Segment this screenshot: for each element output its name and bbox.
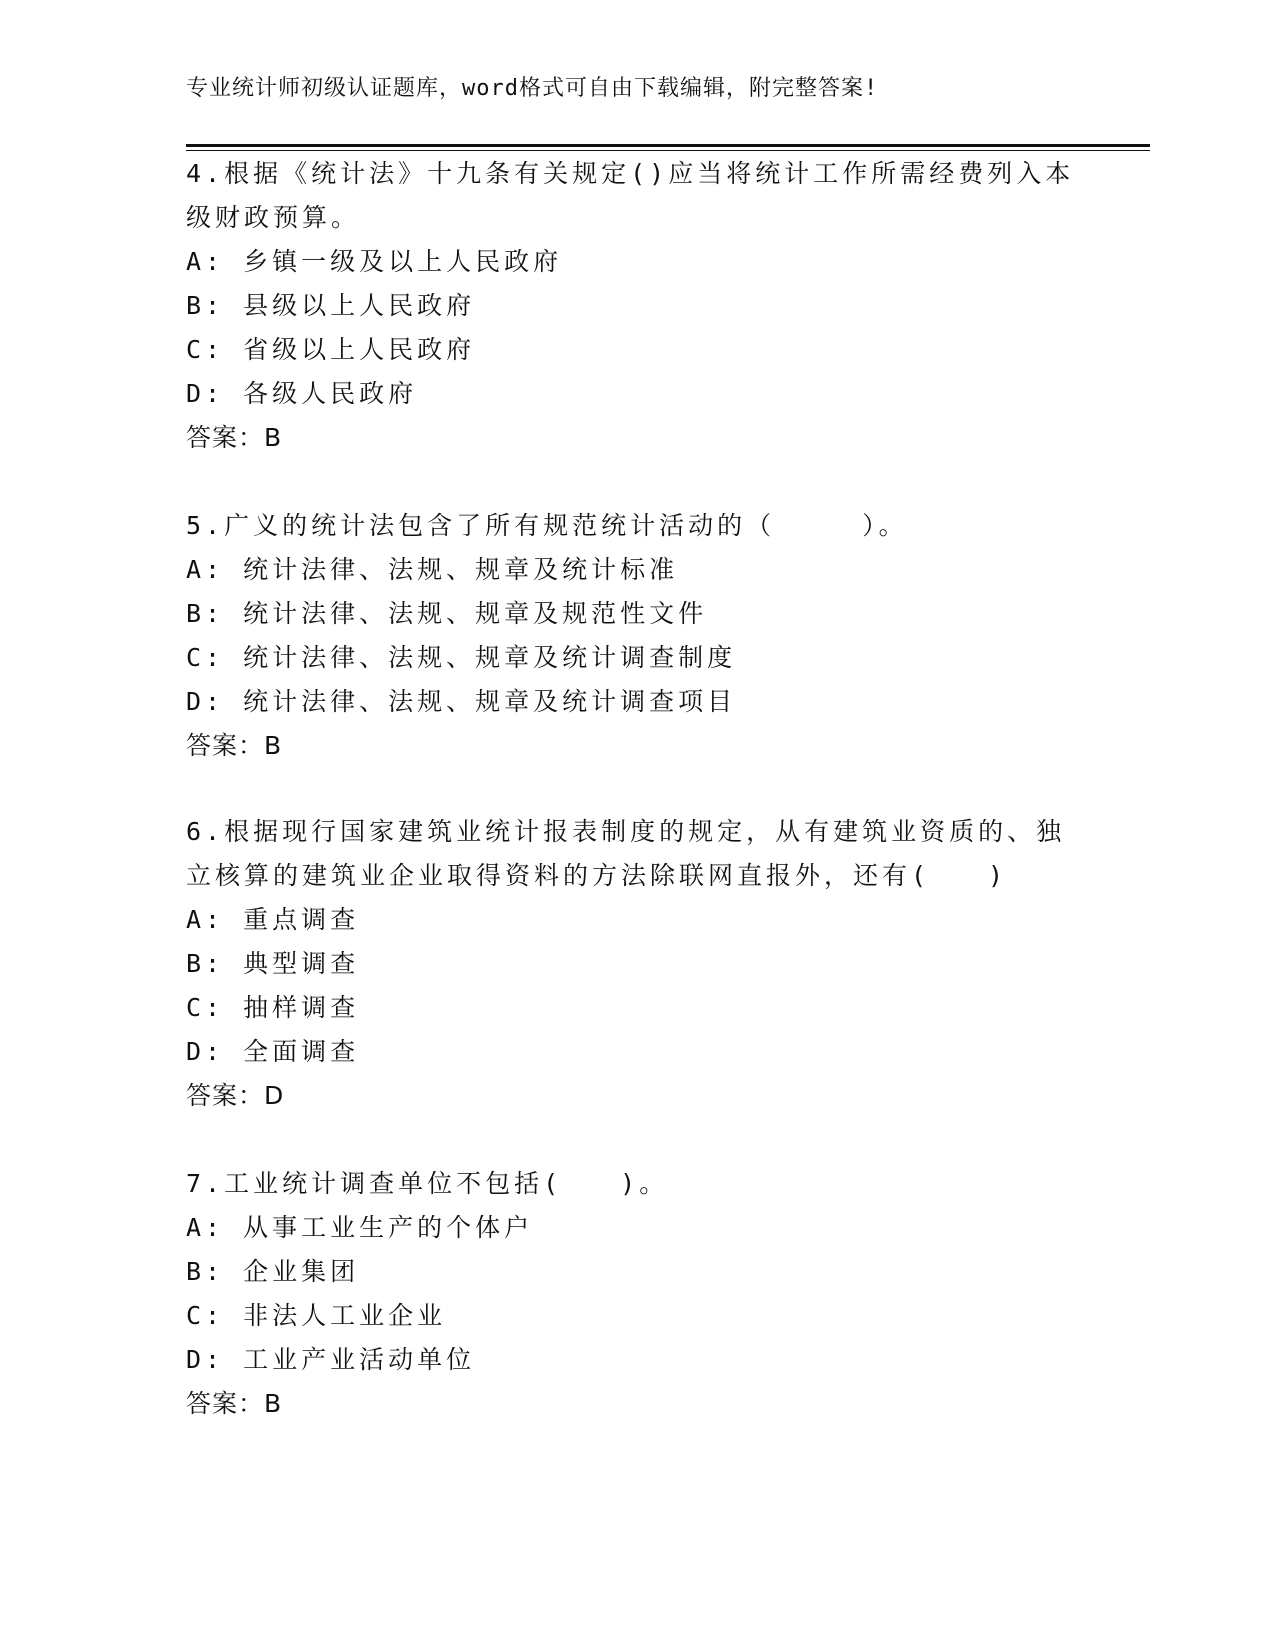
question-stem: 6.根据现行国家建筑业统计报表制度的规定，从有建筑业资质的、独 [186,817,1066,846]
question-stem: 7.工业统计调查单位不包括( )。 [186,1169,669,1198]
option-b: B: 企业集团 [186,1257,360,1286]
option-c: C: 统计法律、法规、规章及统计调查制度 [186,643,737,672]
option-a: A: 统计法律、法规、规章及统计标准 [186,555,679,584]
header-rule-thin [186,150,1150,151]
page-header: 专业统计师初级认证题库，word格式可自由下载编辑，附完整答案! [186,76,879,101]
header-rule-thick [186,144,1150,147]
option-c: C: 省级以上人民政府 [186,335,476,364]
answer: 答案：D [186,1081,285,1110]
question-stem: 级财政预算。 [186,203,361,232]
option-d: D: 统计法律、法规、规章及统计调查项目 [186,687,737,716]
option-c: C: 抽样调查 [186,993,360,1022]
question-stem: 立核算的建筑业企业取得资料的方法除联网直报外，还有( ) [186,861,1008,890]
option-a: A: 从事工业生产的个体户 [186,1213,534,1242]
option-b: B: 统计法律、法规、规章及规范性文件 [186,599,708,628]
question-stem: 5.广义的统计法包含了所有规范统计活动的（ ）。 [186,511,908,540]
option-b: B: 县级以上人民政府 [186,291,476,320]
option-d: D: 全面调查 [186,1037,360,1066]
answer: 答案：B [186,423,283,452]
option-d: D: 各级人民政府 [186,379,418,408]
answer: 答案：B [186,731,283,760]
option-c: C: 非法人工业企业 [186,1301,447,1330]
option-b: B: 典型调查 [186,949,360,978]
answer: 答案：B [186,1389,283,1418]
option-d: D: 工业产业活动单位 [186,1345,476,1374]
option-a: A: 乡镇一级及以上人民政府 [186,247,563,276]
question-stem: 4.根据《统计法》十九条有关规定()应当将统计工作所需经费列入本 [186,159,1075,188]
option-a: A: 重点调查 [186,905,360,934]
